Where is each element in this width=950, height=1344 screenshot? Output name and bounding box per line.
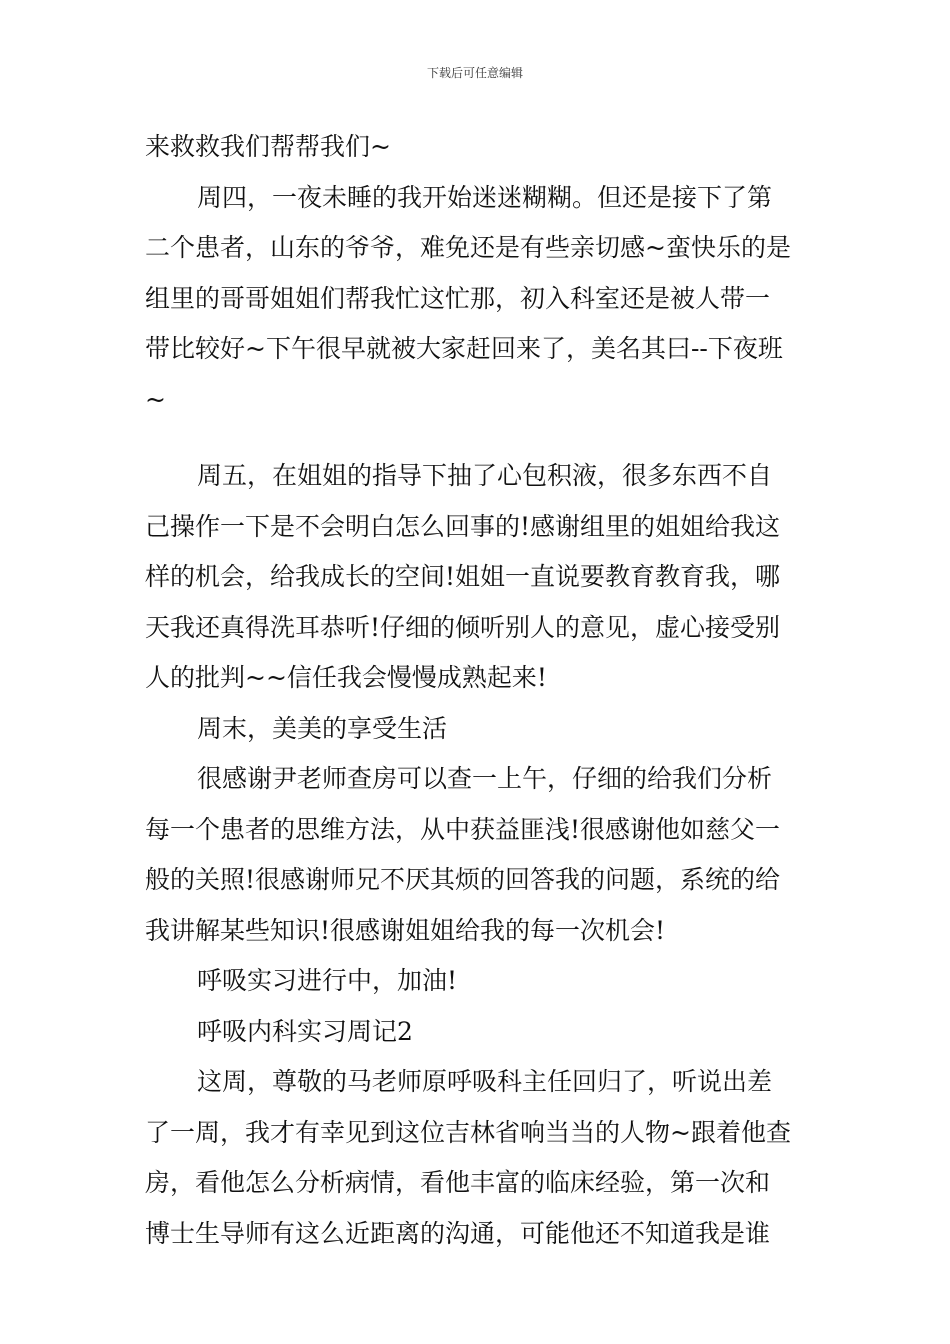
text-line: 周五，在姐姐的指导下抽了心包积液，很多东西不自: [197, 461, 773, 490]
text-line: 人的批判~~信任我会慢慢成熟起来!: [145, 663, 547, 692]
text-line: 样的机会，给我成长的空间!姐姐一直说要教育教育我，哪: [145, 562, 781, 591]
document-body: [145, 122, 810, 1259]
text-line: 周四，一夜未睡的我开始迷迷糊糊。但还是接下了第: [197, 182, 773, 212]
text-line: 般的关照!很感谢师兄不厌其烦的回答我的问题，系统的给: [145, 865, 781, 894]
text-line: 来救救我们帮帮我们~: [145, 132, 391, 161]
text-line: 房，看他怎么分析病情，看他丰富的临床经验，第一次和: [145, 1168, 771, 1197]
text-line: 博士生导师有这么近距离的沟通，可能他还不知道我是谁: [145, 1218, 771, 1248]
text-line: 很感谢尹老师查房可以查一上午，仔细的给我们分析: [197, 764, 773, 793]
text-line: 二个患者，山东的爷爷，难免还是有些亲切感~蛮快乐的是: [145, 233, 791, 262]
text-line: ~: [145, 384, 166, 414]
text-line: 这周，尊敬的马老师原呼吸科主任回归了，听说出差: [197, 1067, 773, 1096]
text-line: 周末，美美的享受生活: [197, 713, 448, 743]
text-line: 呼吸内科实习周记2: [197, 1016, 413, 1046]
text-line: 带比较好~下午很早就被大家赶回来了，美名其曰--下夜班: [145, 334, 783, 363]
page-header: 下载后可任意编辑: [426, 66, 523, 80]
text-line: 每一个患者的思维方法，从中获益匪浅!很感谢他如慈父一: [145, 814, 781, 844]
paragraph-gap: [145, 425, 810, 451]
text-line: 己操作一下是不会明白怎么回事的!感谢组里的姐姐给我这: [145, 511, 781, 541]
text-line: 组里的哥哥姐姐们帮我忙这忙那，初入科室还是被人带一: [145, 283, 771, 313]
text-line: 天我还真得洗耳恭听!仔细的倾听别人的意见，虚心接受别: [145, 612, 781, 642]
text-line: 我讲解某些知识!很感谢姐姐给我的每一次机会!: [145, 915, 666, 945]
text-line: 了一周，我才有幸见到这位吉林省响当当的人物~跟着他查: [145, 1117, 791, 1147]
text-line: 呼吸实习进行中，加油!: [197, 966, 458, 995]
